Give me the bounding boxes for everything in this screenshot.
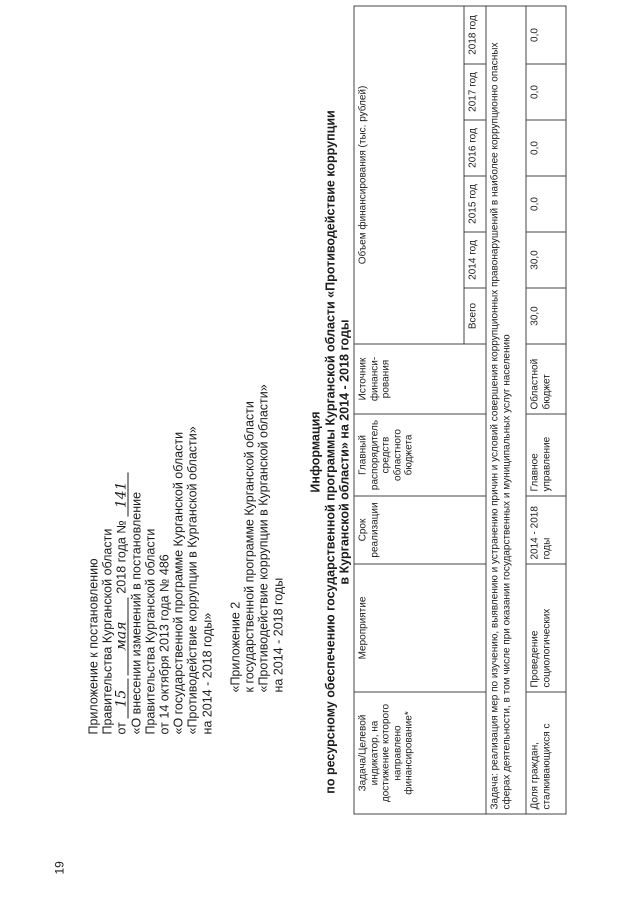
row-value: 0,0	[526, 120, 566, 176]
header-manager: Главный распорядитель средств областного бюджета	[354, 414, 486, 496]
table-header-row	[354, 6, 464, 814]
row-value: 0,0	[526, 176, 566, 232]
subheader-year: 2017 год	[464, 64, 486, 120]
header-measure: Мероприятие	[354, 564, 486, 692]
subheader-year: 2015 год	[464, 176, 486, 232]
task-row	[486, 6, 526, 814]
rotated-page	[1, 0, 640, 905]
header-line: на 2014 - 2018 годы»	[200, 612, 215, 735]
row-total: 30,0	[526, 288, 566, 344]
header-line: «О внесении изменений в постановление	[129, 491, 144, 735]
header-volume: Объем финансирования (тыс. рублей)	[354, 6, 464, 344]
row-manager: Главное управление	[526, 414, 566, 496]
header-line: Приложение к постановлению	[86, 558, 101, 735]
task-description: Задача: реализация мер по изучению, выявлению и устранению причин и условий совершения коррупционных правонарушений в наиболее коррупционно опасных сферах деятельности, в том числе при оказании государственных и муниципальных услуг населению	[486, 6, 526, 814]
row-value: 0,0	[526, 6, 566, 64]
subheader-year: 2016 год	[464, 120, 486, 176]
header-line: Правительства Курганской области	[143, 528, 158, 735]
header-date-prefix: от	[114, 722, 129, 735]
annex-header	[229, 273, 286, 693]
resolution-header	[87, 265, 215, 735]
row-value: 30,0	[526, 232, 566, 288]
row-indicator: Доля граждан, сталкивающихся с	[526, 692, 566, 814]
annex-line: «Приложение 2	[228, 601, 243, 693]
handwritten-number: 141	[116, 473, 129, 517]
header-line: Правительства Курганской области	[100, 528, 115, 735]
row-source: Областной бюджет	[526, 344, 566, 414]
page-number: 19	[52, 861, 67, 875]
header-source: Источник финанси-рования	[354, 344, 486, 414]
subheader-year: 2018 год	[464, 6, 486, 64]
handwritten-day: 15	[116, 679, 129, 719]
title-line: Информация	[308, 411, 323, 493]
annex-line: «Противодействие коррупции в Курганской области»	[256, 384, 271, 693]
header-term: Срок реализации	[354, 496, 486, 564]
row-measure: Проведение социологических	[526, 564, 566, 692]
header-line: «Противодействие коррупции в Курганской области»	[185, 426, 200, 735]
title-line: в Курганской области» на 2014 - 2018 годы	[337, 319, 352, 585]
document-title	[309, 0, 353, 905]
funding-table	[354, 5, 567, 814]
header-date-line	[115, 265, 129, 735]
annex-line: на 2014 - 2018 годы	[271, 577, 286, 693]
header-line: от 14 октября 2013 года № 486	[157, 554, 172, 735]
row-value: 0,0	[526, 64, 566, 120]
header-task: Задача/Целевой индикатор, на достижение которого направлено финансирование*	[354, 692, 486, 814]
row-term: 2014 - 2018 годы	[526, 496, 566, 564]
annex-line: к государственной программе Курганской области	[242, 401, 257, 693]
handwritten-month: мая	[116, 597, 129, 675]
header-line: «О государственной программе Курганской области	[171, 431, 186, 735]
subheader-year: 2014 год	[464, 232, 486, 288]
table-row	[526, 6, 566, 814]
header-date-middle: 2018 года №	[114, 520, 129, 594]
title-line: по ресурсному обеспечению государственной программы Курганской области «Противодействие коррупции	[323, 110, 337, 794]
subheader-total: Всего	[464, 288, 486, 344]
